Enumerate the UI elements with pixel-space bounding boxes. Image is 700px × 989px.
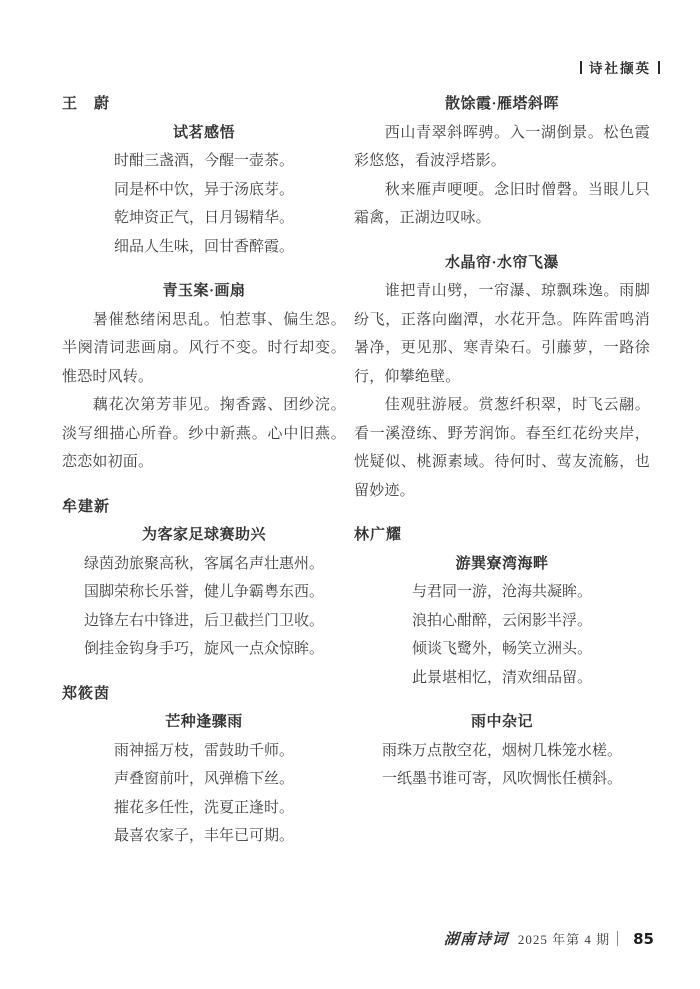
poem-paragraph: 藕花次第芳菲见。掬香露、团纱浣。淡写细描心所眷。纱中新燕。心中旧燕。恋恋如初面。: [62, 397, 346, 470]
poem-line: 声叠窗前叶，风弹檐下丝。: [113, 771, 294, 787]
running-head: [580, 57, 660, 77]
poem-verse: [354, 737, 650, 794]
poem-line: 同是杯中饮，异于汤底芽。: [113, 181, 294, 198]
poem-line: 雨神摇万枝，雷鼓助千师。: [113, 742, 294, 759]
poem-title: 青玉案·画扇: [162, 283, 246, 299]
author-name: 郑筱茵: [62, 685, 111, 702]
poem-line: 一纸墨书谁可寄，风吹惆怅任横斜。: [381, 771, 622, 787]
poem-verse-lines: [412, 578, 592, 692]
poem-line: 此景堪相忆，清欢细品留。: [411, 669, 592, 686]
poem-line: 细品人生味，回甘香醉霞。: [113, 238, 294, 255]
poem-line: 浪拍心酣醉，云闲影半浮。: [411, 612, 592, 629]
poem-verse-lines: [114, 147, 294, 261]
poem-verse: [62, 550, 346, 664]
poem-line: 最喜农家子，丰年已可期。: [113, 828, 294, 844]
poem-title: 水晶帘·水帘飞瀑: [444, 254, 559, 271]
poem-line: 与君同一游，沧海共凝眸。: [411, 584, 592, 600]
poem-line: 国脚荣称长乐誉，健儿争霸粤东西。: [83, 584, 324, 600]
poem-paragraph: 佳观驻游屐。赏葱纤积翠，时飞云翮。看一溪澄练、野芳润饰。春至红花纷夹岸，恍疑似、桃源素域。待何时、莺友流觞，也留妙迹。: [354, 397, 650, 499]
poem-verse: [354, 578, 650, 692]
running-head-label: 诗社撷英: [589, 61, 651, 76]
poem-line: 绿茵劲旅聚高秋，客属名声壮惠州。: [83, 555, 324, 572]
poem-title: 散馀霞·雁塔斜晖: [444, 96, 559, 112]
poem-line: 倒挂金钩身手巧，旋风一点众惊眸。: [83, 641, 324, 657]
poem-verse-lines: [114, 737, 294, 851]
poem-verse-lines: [382, 737, 622, 794]
poem-line: 倾谈飞鹭外，畅笑立洲头。: [411, 641, 592, 657]
poem-line: 边锋左右中锋进，后卫截拦门卫收。: [83, 612, 324, 629]
poem-paragraph: 秋来雁声哽哽。念旧时僧磬。当眼儿只霜禽，正湖边叹咏。: [354, 181, 650, 226]
author-name: 王 蔚: [62, 96, 111, 112]
poem-verse: [62, 147, 346, 261]
column-left: [62, 90, 346, 851]
poem-title: 为客家足球赛助兴: [141, 527, 266, 543]
journal-name: 湖南诗词: [443, 932, 509, 948]
column-right: [354, 90, 650, 794]
poem-line: 摧花多任性，洗夏正逢时。: [113, 799, 294, 816]
page-number: 85: [633, 929, 654, 948]
poem-line: 雨珠万点散空花，烟树几株笼水槎。: [381, 742, 622, 759]
poem-title: 试茗感悟: [172, 124, 235, 141]
issue-label: 2025 年第 4 期: [517, 932, 611, 947]
poem-verse-lines: [84, 550, 324, 664]
poem-line: 乾坤资正气，日月锡精华。: [113, 210, 294, 226]
footer-divider: [617, 931, 618, 946]
poem-line: 时酣三盏酒，今醒一壶茶。: [113, 153, 294, 169]
poem-verse: [62, 737, 346, 851]
poem-title: 芒种逢骤雨: [165, 714, 243, 730]
author-name: 牟建新: [62, 498, 111, 515]
author-name: 林广耀: [354, 527, 403, 543]
poem-paragraph: 西山青翠斜晖骋。入一湖倒景。松色霞彩悠悠，看波浮塔影。: [354, 124, 650, 169]
page-footer: [444, 928, 654, 949]
poem-title: 雨中杂记: [470, 714, 533, 730]
poem-paragraph: 暑催愁绪闲思乱。怕惹事、偏生怨。半阕清词悲画扇。风行不变。时行却变。惟恐时风转。: [62, 311, 346, 385]
header-bar-right: [658, 61, 660, 74]
poem-paragraph: 谁把青山劈，一帘瀑、琼飘珠逸。雨脚纷飞，正落向幽潭，水花开急。阵阵雷鸣消暑净，更见那、寒青染石。引藤萝，一路徐行，仰攀绝壁。: [354, 283, 650, 385]
header-bar-left: [580, 61, 582, 74]
poem-title: 游巽寮湾海畔: [455, 555, 549, 572]
